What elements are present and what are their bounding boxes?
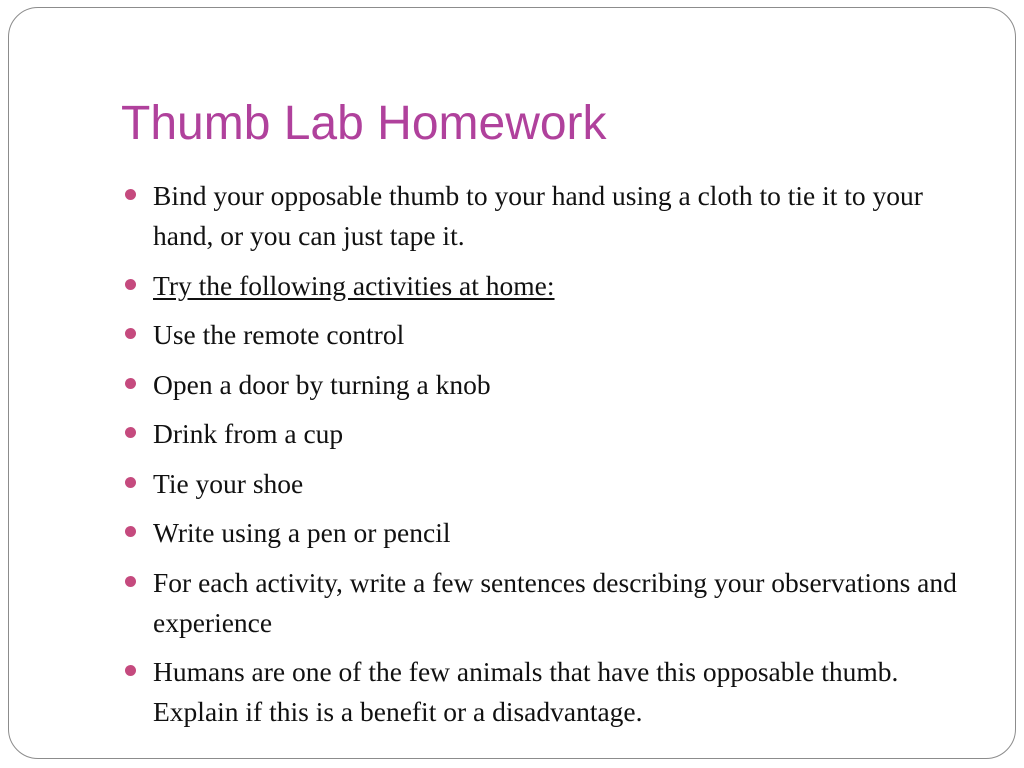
bullet-dot-icon — [125, 378, 136, 389]
bullet-item — [123, 365, 963, 405]
bullet-text: Write using a pen or pencil — [153, 517, 451, 548]
bullet-text: Use the remote control — [153, 319, 405, 350]
bullet-text: Tie your shoe — [153, 467, 304, 499]
bullet-text: Humans are one of the few animals that have this opposable thumb. Explain if this is a benefit or a disadvantage. — [153, 656, 899, 727]
bullet-dot-icon — [125, 526, 136, 537]
bullet-text: For each activity, write a few sentences describing your observations and experience — [153, 566, 957, 638]
bullet-dot-icon — [125, 328, 136, 339]
bullet-item — [123, 563, 963, 643]
bullet-item — [123, 652, 963, 732]
bullet-item — [123, 513, 963, 553]
bullet-dot-icon — [125, 477, 136, 488]
bullet-item — [123, 315, 963, 355]
bullet-text: Drink from a cup — [153, 418, 344, 449]
slide-title: Thumb Lab Homework — [121, 97, 607, 150]
bullet-text: Bind your opposable thumb to your hand using a cloth to tie it to your hand, or you can just tape it. — [153, 180, 923, 251]
bullet-item — [123, 266, 963, 306]
bullet-dot-icon — [125, 576, 136, 587]
bullet-item — [123, 414, 963, 454]
bullet-dot-icon — [125, 189, 136, 200]
bullet-dot-icon — [125, 279, 136, 290]
bullet-dot-icon — [125, 665, 136, 676]
slide-frame — [8, 7, 1016, 759]
bullet-item — [123, 176, 963, 256]
bullet-item — [123, 464, 963, 504]
bullet-text: Open a door by turning a knob — [153, 368, 491, 400]
bullet-dot-icon — [125, 427, 136, 438]
bullet-text-underlined: Try the following activities at home: — [153, 269, 555, 301]
bullet-list — [123, 176, 963, 742]
